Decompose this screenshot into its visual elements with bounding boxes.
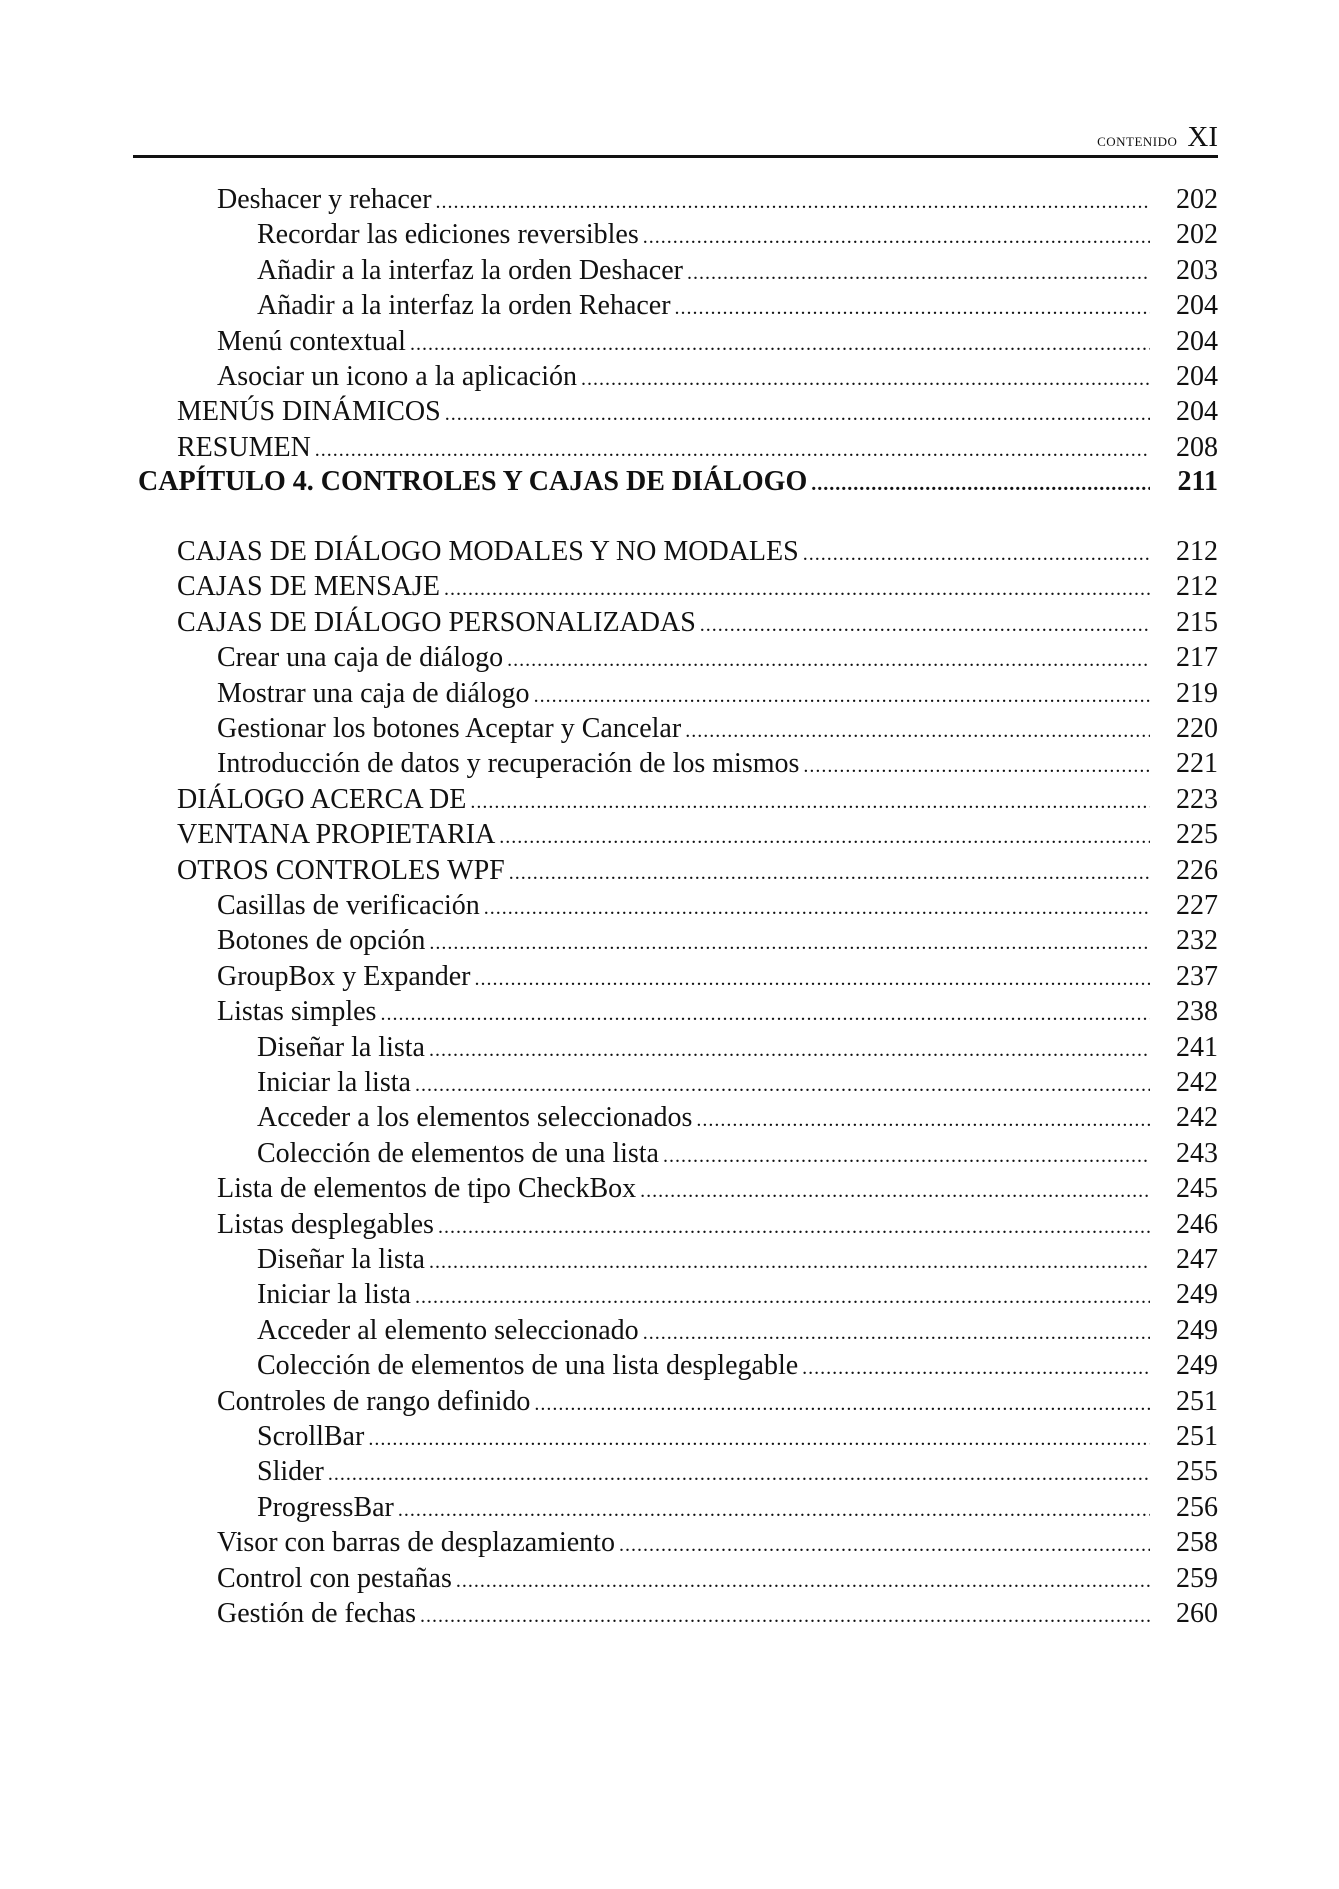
toc-entry-title: Mostrar una caja de diálogo <box>217 678 530 709</box>
toc-entry <box>177 569 1218 605</box>
toc-entry <box>217 1525 1218 1561</box>
dot-leader <box>436 184 1150 220</box>
toc-entry <box>217 1561 1218 1597</box>
dot-leader <box>415 1279 1150 1315</box>
toc-entry <box>217 182 1218 218</box>
toc-entry <box>217 994 1218 1030</box>
toc-entry-page: 260 <box>1176 1598 1218 1629</box>
toc-entry-title: ScrollBar <box>257 1421 365 1452</box>
toc-entry <box>217 640 1218 676</box>
dot-leader <box>499 819 1150 855</box>
toc-entry <box>257 1419 1218 1455</box>
dot-leader <box>802 1350 1150 1386</box>
toc-entry-page: 226 <box>1176 855 1218 886</box>
toc-entry-title: Gestión de fechas <box>217 1598 417 1629</box>
toc-entry <box>257 1313 1218 1349</box>
toc-entry-page: 204 <box>1176 326 1218 357</box>
dot-leader <box>410 326 1150 362</box>
toc-entry-page: 238 <box>1176 996 1218 1027</box>
dot-leader <box>429 1244 1150 1280</box>
dot-leader <box>444 571 1150 607</box>
toc-entry-page: 246 <box>1176 1209 1218 1240</box>
toc-entry <box>257 1454 1218 1490</box>
toc-entry-page: 259 <box>1176 1563 1218 1594</box>
toc-entry <box>217 324 1218 360</box>
toc-entry <box>217 746 1218 782</box>
toc-entry <box>177 853 1218 889</box>
toc-entry-page: 249 <box>1176 1279 1218 1310</box>
toc-entry-title: MENÚS DINÁMICOS <box>177 396 441 427</box>
toc-entry <box>257 1136 1218 1172</box>
dot-leader <box>429 925 1150 961</box>
toc-entry-page: 211 <box>1177 466 1218 497</box>
toc-entry-title: Colección de elementos de una lista <box>257 1138 659 1169</box>
toc-entry <box>177 430 1218 466</box>
dot-leader <box>640 1173 1150 1209</box>
toc-entry-page: 251 <box>1176 1386 1218 1417</box>
dot-leader <box>685 713 1150 749</box>
toc-entry-title: OTROS CONTROLES WPF <box>177 855 505 886</box>
toc-entry-title: Casillas de verificación <box>217 890 480 921</box>
dot-leader <box>811 466 1150 502</box>
toc-entry-title: Recordar las ediciones reversibles <box>257 219 639 250</box>
dot-leader <box>619 1527 1150 1563</box>
toc-entry-title: Diseñar la lista <box>257 1244 425 1275</box>
toc-entry-title: Control con pestañas <box>217 1563 452 1594</box>
toc-entry-page: 249 <box>1176 1315 1218 1346</box>
toc-entry-title: Gestionar los botones Aceptar y Cancelar <box>217 713 682 744</box>
toc-entry-title: Listas desplegables <box>217 1209 434 1240</box>
toc-entry-title: Deshacer y rehacer <box>217 184 432 215</box>
toc-entry-page: 204 <box>1176 290 1218 321</box>
dot-leader <box>456 1563 1150 1599</box>
dot-leader <box>420 1598 1150 1634</box>
dot-leader <box>380 996 1150 1032</box>
toc-entry <box>217 1596 1218 1632</box>
toc-entry-page: 223 <box>1176 784 1218 815</box>
toc-entry-page: 225 <box>1176 819 1218 850</box>
toc-entry-page: 247 <box>1176 1244 1218 1275</box>
toc-entry-title: Introducción de datos y recuperación de los mismos <box>217 748 800 779</box>
toc-entry-title: ProgressBar <box>257 1492 394 1523</box>
dot-leader <box>509 855 1150 891</box>
dot-leader <box>438 1209 1150 1245</box>
toc-entry <box>257 1100 1218 1136</box>
dot-leader <box>687 255 1150 291</box>
toc-entry-title: Controles de rango definido <box>217 1386 531 1417</box>
toc-entry <box>257 1065 1218 1101</box>
toc-entry <box>257 1490 1218 1526</box>
toc-entry-title: Diseñar la lista <box>257 1032 425 1063</box>
dot-leader <box>700 607 1150 643</box>
toc-entry-page: 249 <box>1176 1350 1218 1381</box>
toc-entry-title: GroupBox y Expander <box>217 961 471 992</box>
toc-entry-title: Asociar un icono a la aplicación <box>217 361 577 392</box>
dot-leader <box>803 748 1150 784</box>
toc-entry <box>217 676 1218 712</box>
dot-leader <box>643 219 1150 255</box>
dot-leader <box>581 361 1150 397</box>
toc-entry-title: Iniciar la lista <box>257 1067 411 1098</box>
dot-leader <box>445 396 1150 432</box>
dot-leader <box>470 784 1150 820</box>
toc-entry-page: 215 <box>1176 607 1218 638</box>
toc-entry-title: Listas simples <box>217 996 377 1027</box>
toc-entry-title: CAJAS DE DIÁLOGO MODALES Y NO MODALES <box>177 536 799 567</box>
toc-entry-page: 208 <box>1176 432 1218 463</box>
toc-entry <box>177 782 1218 818</box>
dot-leader <box>675 290 1150 326</box>
toc-entry-page: 243 <box>1176 1138 1218 1169</box>
dot-leader <box>803 536 1150 572</box>
toc-entry <box>217 711 1218 747</box>
toc-entry-page: 256 <box>1176 1492 1218 1523</box>
toc-entry <box>257 217 1218 253</box>
header-page-number: XI <box>1187 121 1218 153</box>
toc-entry <box>217 359 1218 395</box>
dot-leader <box>534 1386 1150 1422</box>
toc-entry-page: 220 <box>1176 713 1218 744</box>
dot-leader <box>696 1102 1150 1138</box>
toc-entry-title: RESUMEN <box>177 432 311 463</box>
toc-entry-title: Slider <box>257 1456 324 1487</box>
toc-entry <box>217 1384 1218 1420</box>
toc-entry <box>257 1242 1218 1278</box>
toc-entry-title: Visor con barras de desplazamiento <box>217 1527 615 1558</box>
toc-entry-page: 221 <box>1176 748 1218 779</box>
toc-entry-page: 212 <box>1176 536 1218 567</box>
toc-entry-page: 217 <box>1176 642 1218 673</box>
toc-entry-title: CAJAS DE DIÁLOGO PERSONALIZADAS <box>177 607 696 638</box>
toc-entry-page: 237 <box>1176 961 1218 992</box>
toc-entry-title: Acceder al elemento seleccionado <box>257 1315 639 1346</box>
toc-entry-page: 204 <box>1176 361 1218 392</box>
toc-entry-title: Acceder a los elementos seleccionados <box>257 1102 693 1133</box>
toc-entry-title: Menú contextual <box>217 326 406 357</box>
toc-entry <box>177 817 1218 853</box>
toc-entry <box>177 605 1218 641</box>
toc-entry-page: 232 <box>1176 925 1218 956</box>
toc-entry <box>257 1030 1218 1066</box>
dot-leader <box>368 1421 1150 1457</box>
toc-entry-title: CAPÍTULO 4. CONTROLES Y CAJAS DE DIÁLOGO <box>138 466 808 497</box>
toc-entry-title: Añadir a la interfaz la orden Rehacer <box>257 290 671 321</box>
toc-entry-page: 255 <box>1176 1456 1218 1487</box>
toc-entry-title: Crear una caja de diálogo <box>217 642 504 673</box>
toc-entry-page: 204 <box>1176 396 1218 427</box>
toc-entry-title: Botones de opción <box>217 925 426 956</box>
toc-entry-page: 202 <box>1176 219 1218 250</box>
toc-entry-title: CAJAS DE MENSAJE <box>177 571 440 602</box>
chapter-entry <box>138 464 1218 500</box>
toc-entry-page: 258 <box>1176 1527 1218 1558</box>
dot-leader <box>663 1138 1150 1174</box>
dot-leader <box>398 1492 1150 1528</box>
toc-entry-page: 241 <box>1176 1032 1218 1063</box>
header-section-title: contenido <box>1097 130 1178 151</box>
toc-entry <box>257 253 1218 289</box>
dot-leader <box>328 1456 1150 1492</box>
dot-leader <box>415 1067 1150 1103</box>
dot-leader <box>484 890 1150 926</box>
toc-entry-page: 202 <box>1176 184 1218 215</box>
toc-entry-title: VENTANA PROPIETARIA <box>177 819 496 850</box>
toc-entry-page: 219 <box>1176 678 1218 709</box>
toc-entry <box>217 888 1218 924</box>
toc-entry <box>177 394 1218 430</box>
toc-entry <box>257 1348 1218 1384</box>
toc-entry <box>257 1277 1218 1313</box>
toc-entry-title: Añadir a la interfaz la orden Deshacer <box>257 255 683 286</box>
dot-leader <box>534 678 1150 714</box>
toc-entry-title: Lista de elementos de tipo CheckBox <box>217 1173 637 1204</box>
toc-entry <box>177 534 1218 570</box>
dot-leader <box>475 961 1150 997</box>
toc-entry-title: DIÁLOGO ACERCA DE <box>177 784 467 815</box>
dot-leader <box>643 1315 1150 1351</box>
toc-entry-title: Iniciar la lista <box>257 1279 411 1310</box>
dot-leader <box>429 1032 1150 1068</box>
toc-entry-page: 242 <box>1176 1067 1218 1098</box>
toc-entry-page: 251 <box>1176 1421 1218 1452</box>
toc-entry <box>217 1207 1218 1243</box>
toc-entry <box>217 959 1218 995</box>
toc-entry <box>217 923 1218 959</box>
dot-leader <box>315 432 1150 468</box>
toc-entry-page: 245 <box>1176 1173 1218 1204</box>
toc-entry-title: Colección de elementos de una lista desplegable <box>257 1350 799 1381</box>
dot-leader <box>507 642 1150 678</box>
toc-entry-page: 212 <box>1176 571 1218 602</box>
toc-entry-page: 203 <box>1176 255 1218 286</box>
toc-entry-page: 242 <box>1176 1102 1218 1133</box>
toc-entry <box>217 1171 1218 1207</box>
toc-entry-page: 227 <box>1176 890 1218 921</box>
toc-entry <box>257 288 1218 324</box>
